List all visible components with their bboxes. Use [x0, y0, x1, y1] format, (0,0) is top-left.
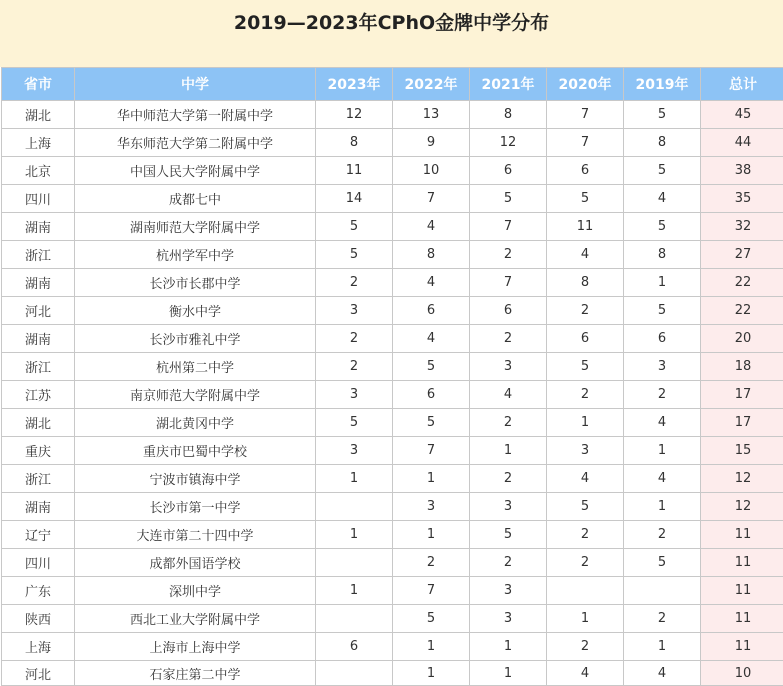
header-2022: 2022年: [393, 68, 470, 101]
y2020-cell: 4: [547, 465, 624, 493]
title-bar: [0, 0, 783, 67]
school-cell: 湖南师范大学附属中学: [75, 213, 316, 241]
y2020-cell: 2: [547, 549, 624, 577]
total-cell: 22: [701, 269, 783, 297]
y2019-cell: 5: [624, 297, 701, 325]
header-2021: 2021年: [470, 68, 547, 101]
y2023-cell: [316, 661, 393, 686]
total-cell: 11: [701, 633, 783, 661]
province-cell: 上海: [2, 633, 75, 661]
y2023-cell: 6: [316, 633, 393, 661]
province-cell: 上海: [2, 129, 75, 157]
y2019-cell: 4: [624, 409, 701, 437]
total-cell: 11: [701, 605, 783, 633]
total-cell: 11: [701, 521, 783, 549]
y2021-cell: 7: [470, 269, 547, 297]
y2019-cell: 1: [624, 493, 701, 521]
y2021-cell: 12: [470, 129, 547, 157]
total-cell: 45: [701, 101, 783, 129]
y2022-cell: 8: [393, 241, 470, 269]
y2022-cell: 7: [393, 577, 470, 605]
table-row: [2, 241, 783, 269]
y2023-cell: 12: [316, 101, 393, 129]
school-cell: 上海市上海中学: [75, 633, 316, 661]
school-cell: 南京师范大学附属中学: [75, 381, 316, 409]
province-cell: 浙江: [2, 241, 75, 269]
table-row: [2, 633, 783, 661]
y2023-cell: 1: [316, 521, 393, 549]
y2022-cell: 4: [393, 325, 470, 353]
y2023-cell: [316, 549, 393, 577]
y2020-cell: 4: [547, 241, 624, 269]
table-row: [2, 381, 783, 409]
total-cell: 10: [701, 661, 783, 686]
school-cell: 成都七中: [75, 185, 316, 213]
school-cell: 深圳中学: [75, 577, 316, 605]
y2019-cell: 4: [624, 185, 701, 213]
y2019-cell: 1: [624, 633, 701, 661]
y2023-cell: [316, 605, 393, 633]
table-row: [2, 577, 783, 605]
header-2020: 2020年: [547, 68, 624, 101]
y2019-cell: 2: [624, 521, 701, 549]
y2021-cell: 2: [470, 325, 547, 353]
total-cell: 11: [701, 577, 783, 605]
y2019-cell: 1: [624, 269, 701, 297]
total-cell: 15: [701, 437, 783, 465]
total-cell: 17: [701, 409, 783, 437]
y2022-cell: 10: [393, 157, 470, 185]
y2022-cell: 4: [393, 269, 470, 297]
province-cell: 河北: [2, 661, 75, 686]
province-cell: 湖南: [2, 269, 75, 297]
y2019-cell: [624, 577, 701, 605]
province-cell: 四川: [2, 549, 75, 577]
y2023-cell: 1: [316, 465, 393, 493]
y2022-cell: 5: [393, 409, 470, 437]
province-cell: 陕西: [2, 605, 75, 633]
table-row: [2, 661, 783, 686]
province-cell: 湖北: [2, 409, 75, 437]
school-cell: 西北工业大学附属中学: [75, 605, 316, 633]
y2022-cell: 4: [393, 213, 470, 241]
y2019-cell: 8: [624, 241, 701, 269]
y2022-cell: 7: [393, 185, 470, 213]
school-cell: 长沙市雅礼中学: [75, 325, 316, 353]
school-cell: 中国人民大学附属中学: [75, 157, 316, 185]
y2019-cell: 5: [624, 549, 701, 577]
y2022-cell: 7: [393, 437, 470, 465]
y2023-cell: 1: [316, 577, 393, 605]
school-cell: 成都外国语学校: [75, 549, 316, 577]
y2022-cell: 9: [393, 129, 470, 157]
y2019-cell: 5: [624, 101, 701, 129]
table-row: [2, 157, 783, 185]
province-cell: 湖南: [2, 493, 75, 521]
school-cell: 杭州学军中学: [75, 241, 316, 269]
table-row: [2, 493, 783, 521]
y2021-cell: 5: [470, 521, 547, 549]
province-cell: 重庆: [2, 437, 75, 465]
y2020-cell: [547, 577, 624, 605]
province-cell: 湖南: [2, 325, 75, 353]
y2019-cell: 8: [624, 129, 701, 157]
school-cell: 湖北黄冈中学: [75, 409, 316, 437]
y2019-cell: 6: [624, 325, 701, 353]
y2022-cell: 6: [393, 297, 470, 325]
table-row: [2, 605, 783, 633]
province-cell: 广东: [2, 577, 75, 605]
y2023-cell: 3: [316, 381, 393, 409]
y2023-cell: 11: [316, 157, 393, 185]
header-total: 总计: [701, 68, 783, 101]
y2023-cell: 2: [316, 269, 393, 297]
table-row: [2, 297, 783, 325]
table-row: [2, 437, 783, 465]
y2022-cell: 3: [393, 493, 470, 521]
y2023-cell: 2: [316, 325, 393, 353]
y2020-cell: 1: [547, 605, 624, 633]
y2021-cell: 3: [470, 353, 547, 381]
y2020-cell: 11: [547, 213, 624, 241]
gold-medal-table: [1, 67, 783, 686]
y2022-cell: 5: [393, 353, 470, 381]
y2020-cell: 5: [547, 493, 624, 521]
page-title: 2019—2023年CPhO金牌中学分布: [234, 8, 549, 35]
header-row: [2, 68, 783, 101]
total-cell: 20: [701, 325, 783, 353]
y2021-cell: 6: [470, 157, 547, 185]
y2022-cell: 6: [393, 381, 470, 409]
total-cell: 17: [701, 381, 783, 409]
school-cell: 长沙市长郡中学: [75, 269, 316, 297]
y2021-cell: 1: [470, 633, 547, 661]
header-school: 中学: [75, 68, 316, 101]
total-cell: 18: [701, 353, 783, 381]
table-row: [2, 521, 783, 549]
y2020-cell: 2: [547, 381, 624, 409]
y2023-cell: [316, 493, 393, 521]
y2022-cell: 5: [393, 605, 470, 633]
y2022-cell: 2: [393, 549, 470, 577]
y2021-cell: 5: [470, 185, 547, 213]
province-cell: 四川: [2, 185, 75, 213]
y2022-cell: 1: [393, 521, 470, 549]
y2019-cell: 5: [624, 157, 701, 185]
total-cell: 38: [701, 157, 783, 185]
total-cell: 27: [701, 241, 783, 269]
y2021-cell: 3: [470, 577, 547, 605]
y2023-cell: 8: [316, 129, 393, 157]
header-2019: 2019年: [624, 68, 701, 101]
y2021-cell: 6: [470, 297, 547, 325]
total-cell: 12: [701, 465, 783, 493]
table-row: [2, 409, 783, 437]
total-cell: 35: [701, 185, 783, 213]
y2020-cell: 6: [547, 325, 624, 353]
total-cell: 12: [701, 493, 783, 521]
y2020-cell: 5: [547, 185, 624, 213]
y2019-cell: 4: [624, 465, 701, 493]
y2020-cell: 2: [547, 633, 624, 661]
y2021-cell: 3: [470, 605, 547, 633]
y2021-cell: 2: [470, 549, 547, 577]
y2021-cell: 1: [470, 437, 547, 465]
school-cell: 杭州第二中学: [75, 353, 316, 381]
y2021-cell: 1: [470, 661, 547, 686]
school-cell: 重庆市巴蜀中学校: [75, 437, 316, 465]
province-cell: 河北: [2, 297, 75, 325]
school-cell: 宁波市镇海中学: [75, 465, 316, 493]
y2021-cell: 8: [470, 101, 547, 129]
y2020-cell: 7: [547, 101, 624, 129]
y2021-cell: 2: [470, 465, 547, 493]
school-cell: 衡水中学: [75, 297, 316, 325]
y2020-cell: 1: [547, 409, 624, 437]
y2020-cell: 3: [547, 437, 624, 465]
header-province: 省市: [2, 68, 75, 101]
y2019-cell: 4: [624, 661, 701, 686]
table-row: [2, 465, 783, 493]
total-cell: 32: [701, 213, 783, 241]
y2023-cell: 5: [316, 409, 393, 437]
province-cell: 江苏: [2, 381, 75, 409]
province-cell: 浙江: [2, 465, 75, 493]
school-cell: 石家庄第二中学: [75, 661, 316, 686]
y2021-cell: 2: [470, 409, 547, 437]
y2023-cell: 14: [316, 185, 393, 213]
total-cell: 11: [701, 549, 783, 577]
y2021-cell: 4: [470, 381, 547, 409]
y2022-cell: 1: [393, 633, 470, 661]
y2019-cell: 1: [624, 437, 701, 465]
y2022-cell: 1: [393, 465, 470, 493]
school-cell: 大连市第二十四中学: [75, 521, 316, 549]
table-row: [2, 101, 783, 129]
y2020-cell: 4: [547, 661, 624, 686]
y2023-cell: 5: [316, 241, 393, 269]
province-cell: 湖南: [2, 213, 75, 241]
table-row: [2, 549, 783, 577]
school-cell: 华东师范大学第二附属中学: [75, 129, 316, 157]
y2019-cell: 3: [624, 353, 701, 381]
y2022-cell: 1: [393, 661, 470, 686]
y2023-cell: 2: [316, 353, 393, 381]
header-2023: 2023年: [316, 68, 393, 101]
province-cell: 湖北: [2, 101, 75, 129]
province-cell: 辽宁: [2, 521, 75, 549]
school-cell: 华中师范大学第一附属中学: [75, 101, 316, 129]
y2019-cell: 2: [624, 381, 701, 409]
y2023-cell: 3: [316, 437, 393, 465]
total-cell: 44: [701, 129, 783, 157]
school-cell: 长沙市第一中学: [75, 493, 316, 521]
table-row: [2, 185, 783, 213]
total-cell: 22: [701, 297, 783, 325]
province-cell: 北京: [2, 157, 75, 185]
y2020-cell: 6: [547, 157, 624, 185]
table-row: [2, 325, 783, 353]
y2021-cell: 3: [470, 493, 547, 521]
y2021-cell: 2: [470, 241, 547, 269]
y2020-cell: 2: [547, 297, 624, 325]
province-cell: 浙江: [2, 353, 75, 381]
y2023-cell: 5: [316, 213, 393, 241]
y2020-cell: 8: [547, 269, 624, 297]
table-row: [2, 269, 783, 297]
y2020-cell: 5: [547, 353, 624, 381]
table-row: [2, 213, 783, 241]
table-row: [2, 353, 783, 381]
y2020-cell: 2: [547, 521, 624, 549]
y2019-cell: 2: [624, 605, 701, 633]
y2021-cell: 7: [470, 213, 547, 241]
table-row: [2, 129, 783, 157]
y2023-cell: 3: [316, 297, 393, 325]
y2022-cell: 13: [393, 101, 470, 129]
y2019-cell: 5: [624, 213, 701, 241]
y2020-cell: 7: [547, 129, 624, 157]
